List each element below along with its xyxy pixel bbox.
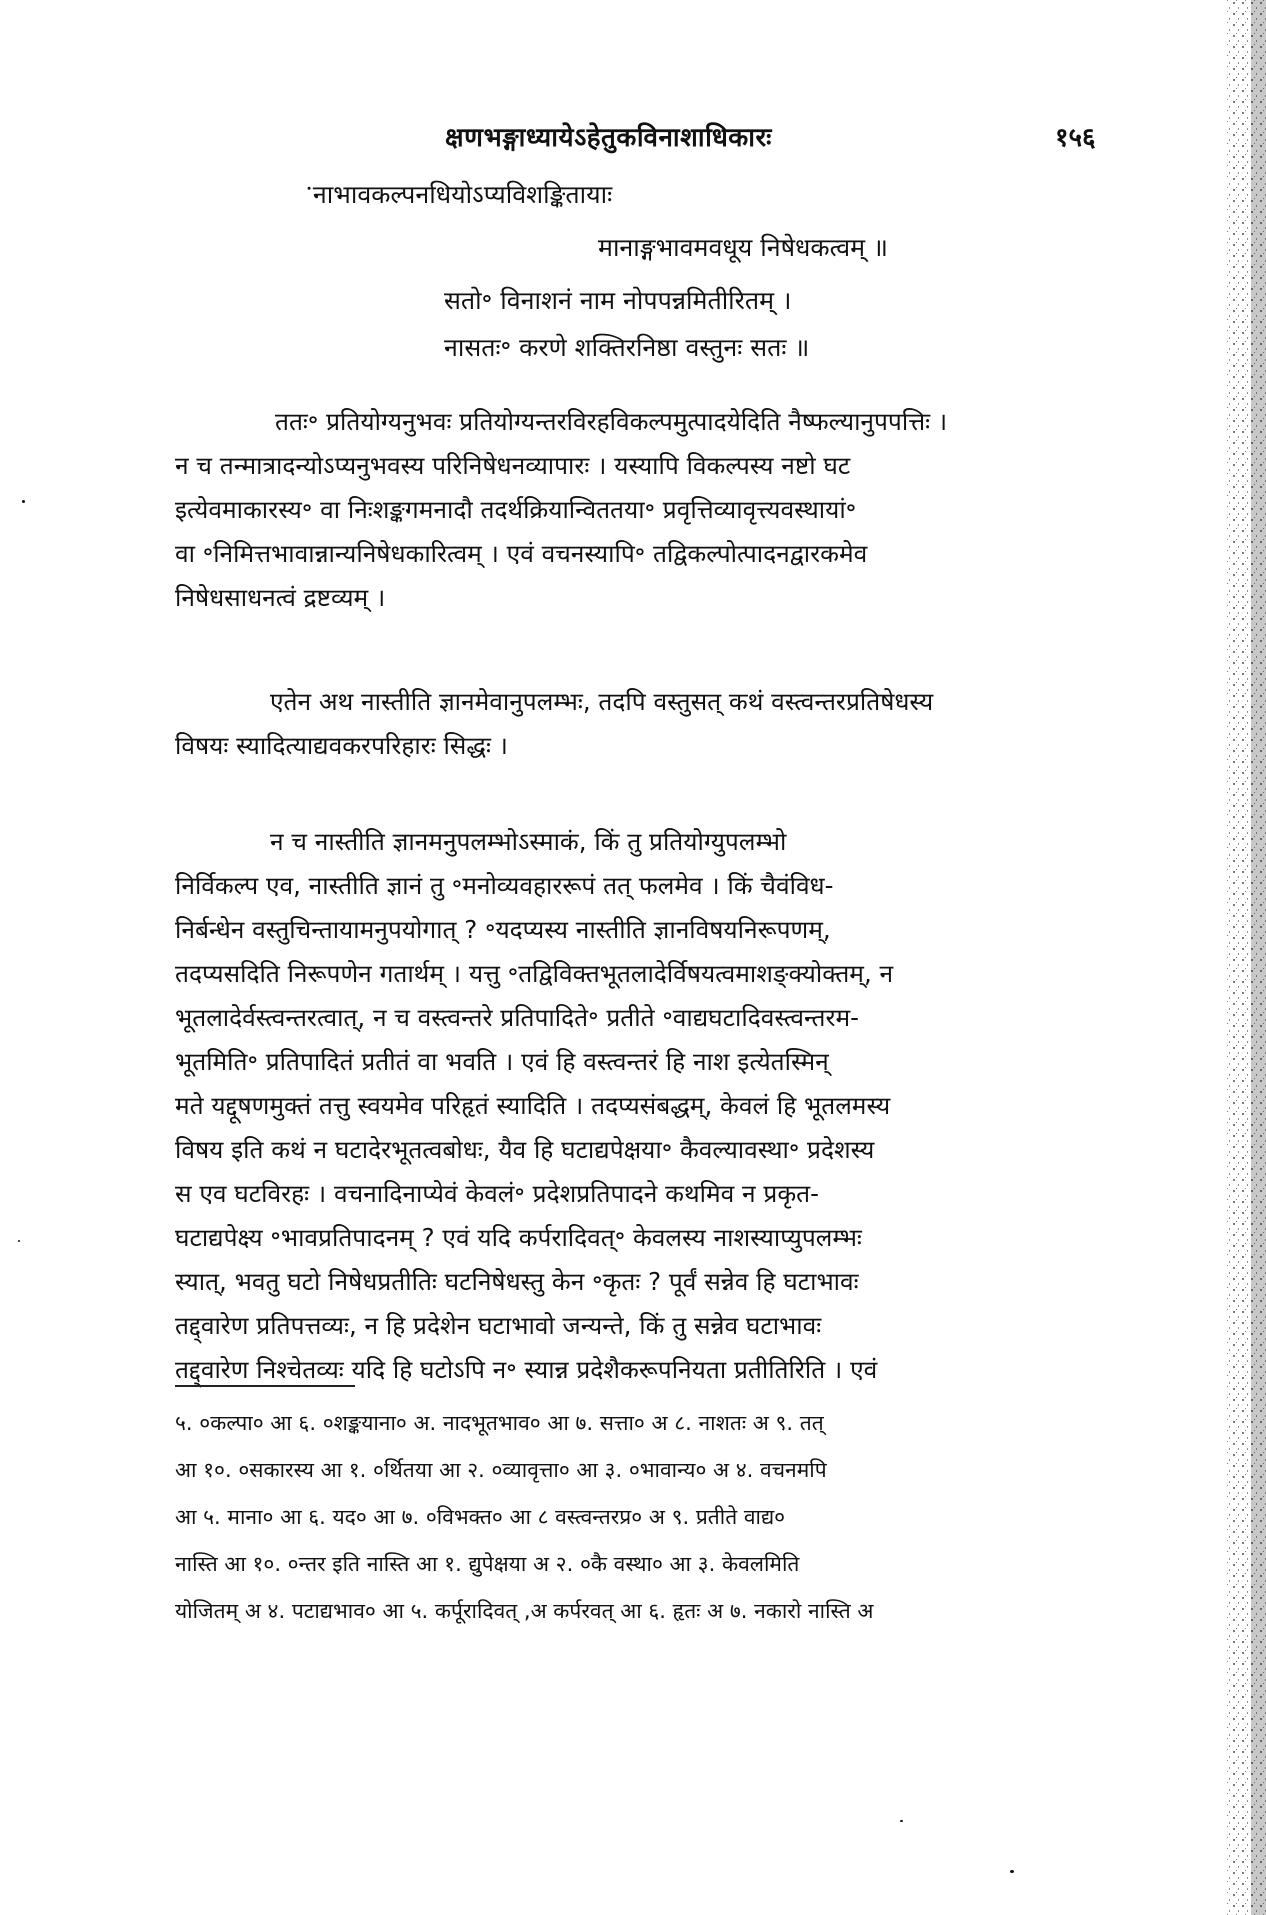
footnote-line: ५. ०कल्पा० आ ६. ०शङ्कयाना० अ. नादभूतभाव० आ ७. सत्ता० अ ८. नाशतः अ ९. तत्	[175, 1411, 824, 1435]
text-line: निर्बन्धेन वस्तुचिन्तायामनुपयोगात् ? ॰यदप्यस्य नास्तीति ज्ञानविषयनिरूपणम्,	[175, 915, 831, 944]
footnotes	[175, 1400, 1095, 1635]
text-line: ततः॰ प्रतियोग्यनुभवः प्रतियोग्यन्तरविरहविकल्पमुत्पादयेदिति नैष्फल्यानुपपत्तिः ।	[275, 407, 948, 436]
text-line: निषेधसाधनत्वं द्रष्टव्यम् ।	[175, 583, 386, 612]
text-line: तद्द्वारेण प्रतिपत्तव्यः, न हि प्रदेशेन घटाभावो जन्यन्ते, किं तु सन्नेव घटाभावः	[175, 1311, 822, 1340]
running-header: क्षणभङ्गाध्यायेऽहेतुकविनाशाधिकारः	[445, 123, 772, 153]
paragraph-1	[175, 400, 1095, 620]
scan-edge-noise	[1196, 0, 1266, 1915]
text-line: तदप्यसदिति निरूपणेन गतार्थम् । यत्तु ॰तद्विविक्तभूतलादेर्विषयत्वमाशङ्क्योक्तम्, न	[175, 959, 894, 988]
footnote-line: आ १०. ०सकारस्य आ १. ०र्थितया आ २. ०व्यावृत्ता० आ ३. ०भावान्य० अ ४. वचनमपि	[175, 1458, 827, 1482]
footnote-line: आ ५. माना० आ ६. यद० आ ७. ०विभक्त० आ ८ वस्त्वन्तरप्र० अ ९. प्रतीते वाद्य०	[175, 1505, 786, 1529]
verse-line-2: मानाङ्गभावमवधूय निषेधकत्वम् ॥	[598, 233, 888, 262]
paragraph-3	[175, 820, 1095, 1392]
footnote-divider	[175, 1385, 355, 1387]
verse-line-4: नासतः॰ करणे शक्तिरनिष्ठा वस्तुनः सतः ॥	[444, 333, 810, 362]
text-line: वा ॰निमित्तभावान्नान्यनिषेधकारित्वम् । एवं वचनस्यापि॰ तद्विकल्पोत्पादनद्वारकमेव	[175, 539, 868, 568]
text-line: स एव घटविरहः । वचनादिनाप्येवं केवलं॰ प्रदेशप्रतिपादने कथमिव न प्रकृत-	[175, 1179, 819, 1208]
verse-line-1: ॱनाभावकल्पनधियोऽप्यविशङ्कितायाः	[305, 180, 613, 209]
scan-speck	[18, 1240, 20, 1242]
text-line: तद्द्वारेण निश्चेतव्यः यदि हि घटोऽपि न॰ स्यान्न प्रदेशैकरूपनियता प्रतीतिरिति । एवं	[175, 1355, 878, 1384]
text-line: स्यात्, भवतु घटो निषेधप्रतीतिः घटनिषेधस्तु केन ॰कृतः ? पूर्वं सन्नेव हि घटाभावः	[175, 1267, 859, 1296]
text-line: भूतलादेर्वस्त्वन्तरत्वात्, न च वस्त्वन्तरे प्रतिपादिते॰ प्रतीते ॰वाद्यघटादिवस्त्वन्तरम-	[175, 1003, 859, 1032]
text-line: न च नास्तीति ज्ञानमनुपलम्भोऽस्माकं, किं तु प्रतियोग्युपलम्भो	[270, 827, 787, 856]
text-line: विषयः स्यादित्याद्यवकरपरिहारः सिद्धः ।	[175, 731, 508, 760]
footnote-line: नास्ति आ १०. ०न्तर इति नास्ति आ १. द्युपेक्षया अ २. ०कै वस्था० आ ३. केवलमिति	[175, 1552, 800, 1576]
footnote-line: योजितम् अ ४. पटाद्यभाव० आ ५. कर्पूरादिवत् ,अ कर्परवत् आ ६. हृतः अ ७. नकारो नास्ति अ	[175, 1599, 874, 1623]
text-line: एतेन अथ नास्तीति ज्ञानमेवानुपलम्भः, तदपि वस्तुसत् कथं वस्त्वन्तरप्रतिषेधस्य	[270, 687, 934, 716]
text-line: मते यद्दूषणमुक्तं तत्तु स्वयमेव परिहृतं स्यादिति । तदप्यसंबद्धम्, केवलं हि भूतलमस्य	[175, 1091, 891, 1120]
text-line: निर्विकल्प एव, नास्तीति ज्ञानं तु ॰मनोव्यवहाररूपं तत् फलमेव । किं चैवंविध-	[175, 871, 834, 900]
verse-line-3: सतो॰ विनाशनं नाम नोपपन्नमितीरितम् ।	[444, 286, 792, 315]
text-line: घटाद्यपेक्ष्य ॰भावप्रतिपादनम् ? एवं यदि कर्परादिवत्॰ केवलस्य नाशस्याप्युपलम्भः	[175, 1223, 862, 1252]
page-number: १५६	[1055, 123, 1096, 153]
scan-speck	[1010, 1870, 1014, 1873]
text-line: इत्येवमाकारस्य॰ वा निःशङ्कगमनादौ तदर्थक्रियान्विततया॰ प्रवृत्तिव्यावृत्त्यवस्थायां॰	[175, 495, 857, 524]
scan-speck	[900, 1820, 903, 1822]
scan-speck	[22, 500, 25, 503]
paragraph-2	[175, 680, 1095, 768]
text-line: भूतमिति॰ प्रतिपादितं प्रतीतं वा भवति । एवं हि वस्त्वन्तरं हि नाश इत्येतस्मिन्	[175, 1047, 829, 1076]
text-line: न च तन्मात्रादन्योऽप्यनुभवस्य परिनिषेधनव्यापारः । यस्यापि विकल्पस्य नष्टो घट	[175, 451, 851, 480]
text-line: विषय इति कथं न घटादेरभूतत्वबोधः, यैव हि घटाद्यपेक्षया॰ कैवल्यावस्था॰ प्रदेशस्य	[175, 1135, 875, 1164]
